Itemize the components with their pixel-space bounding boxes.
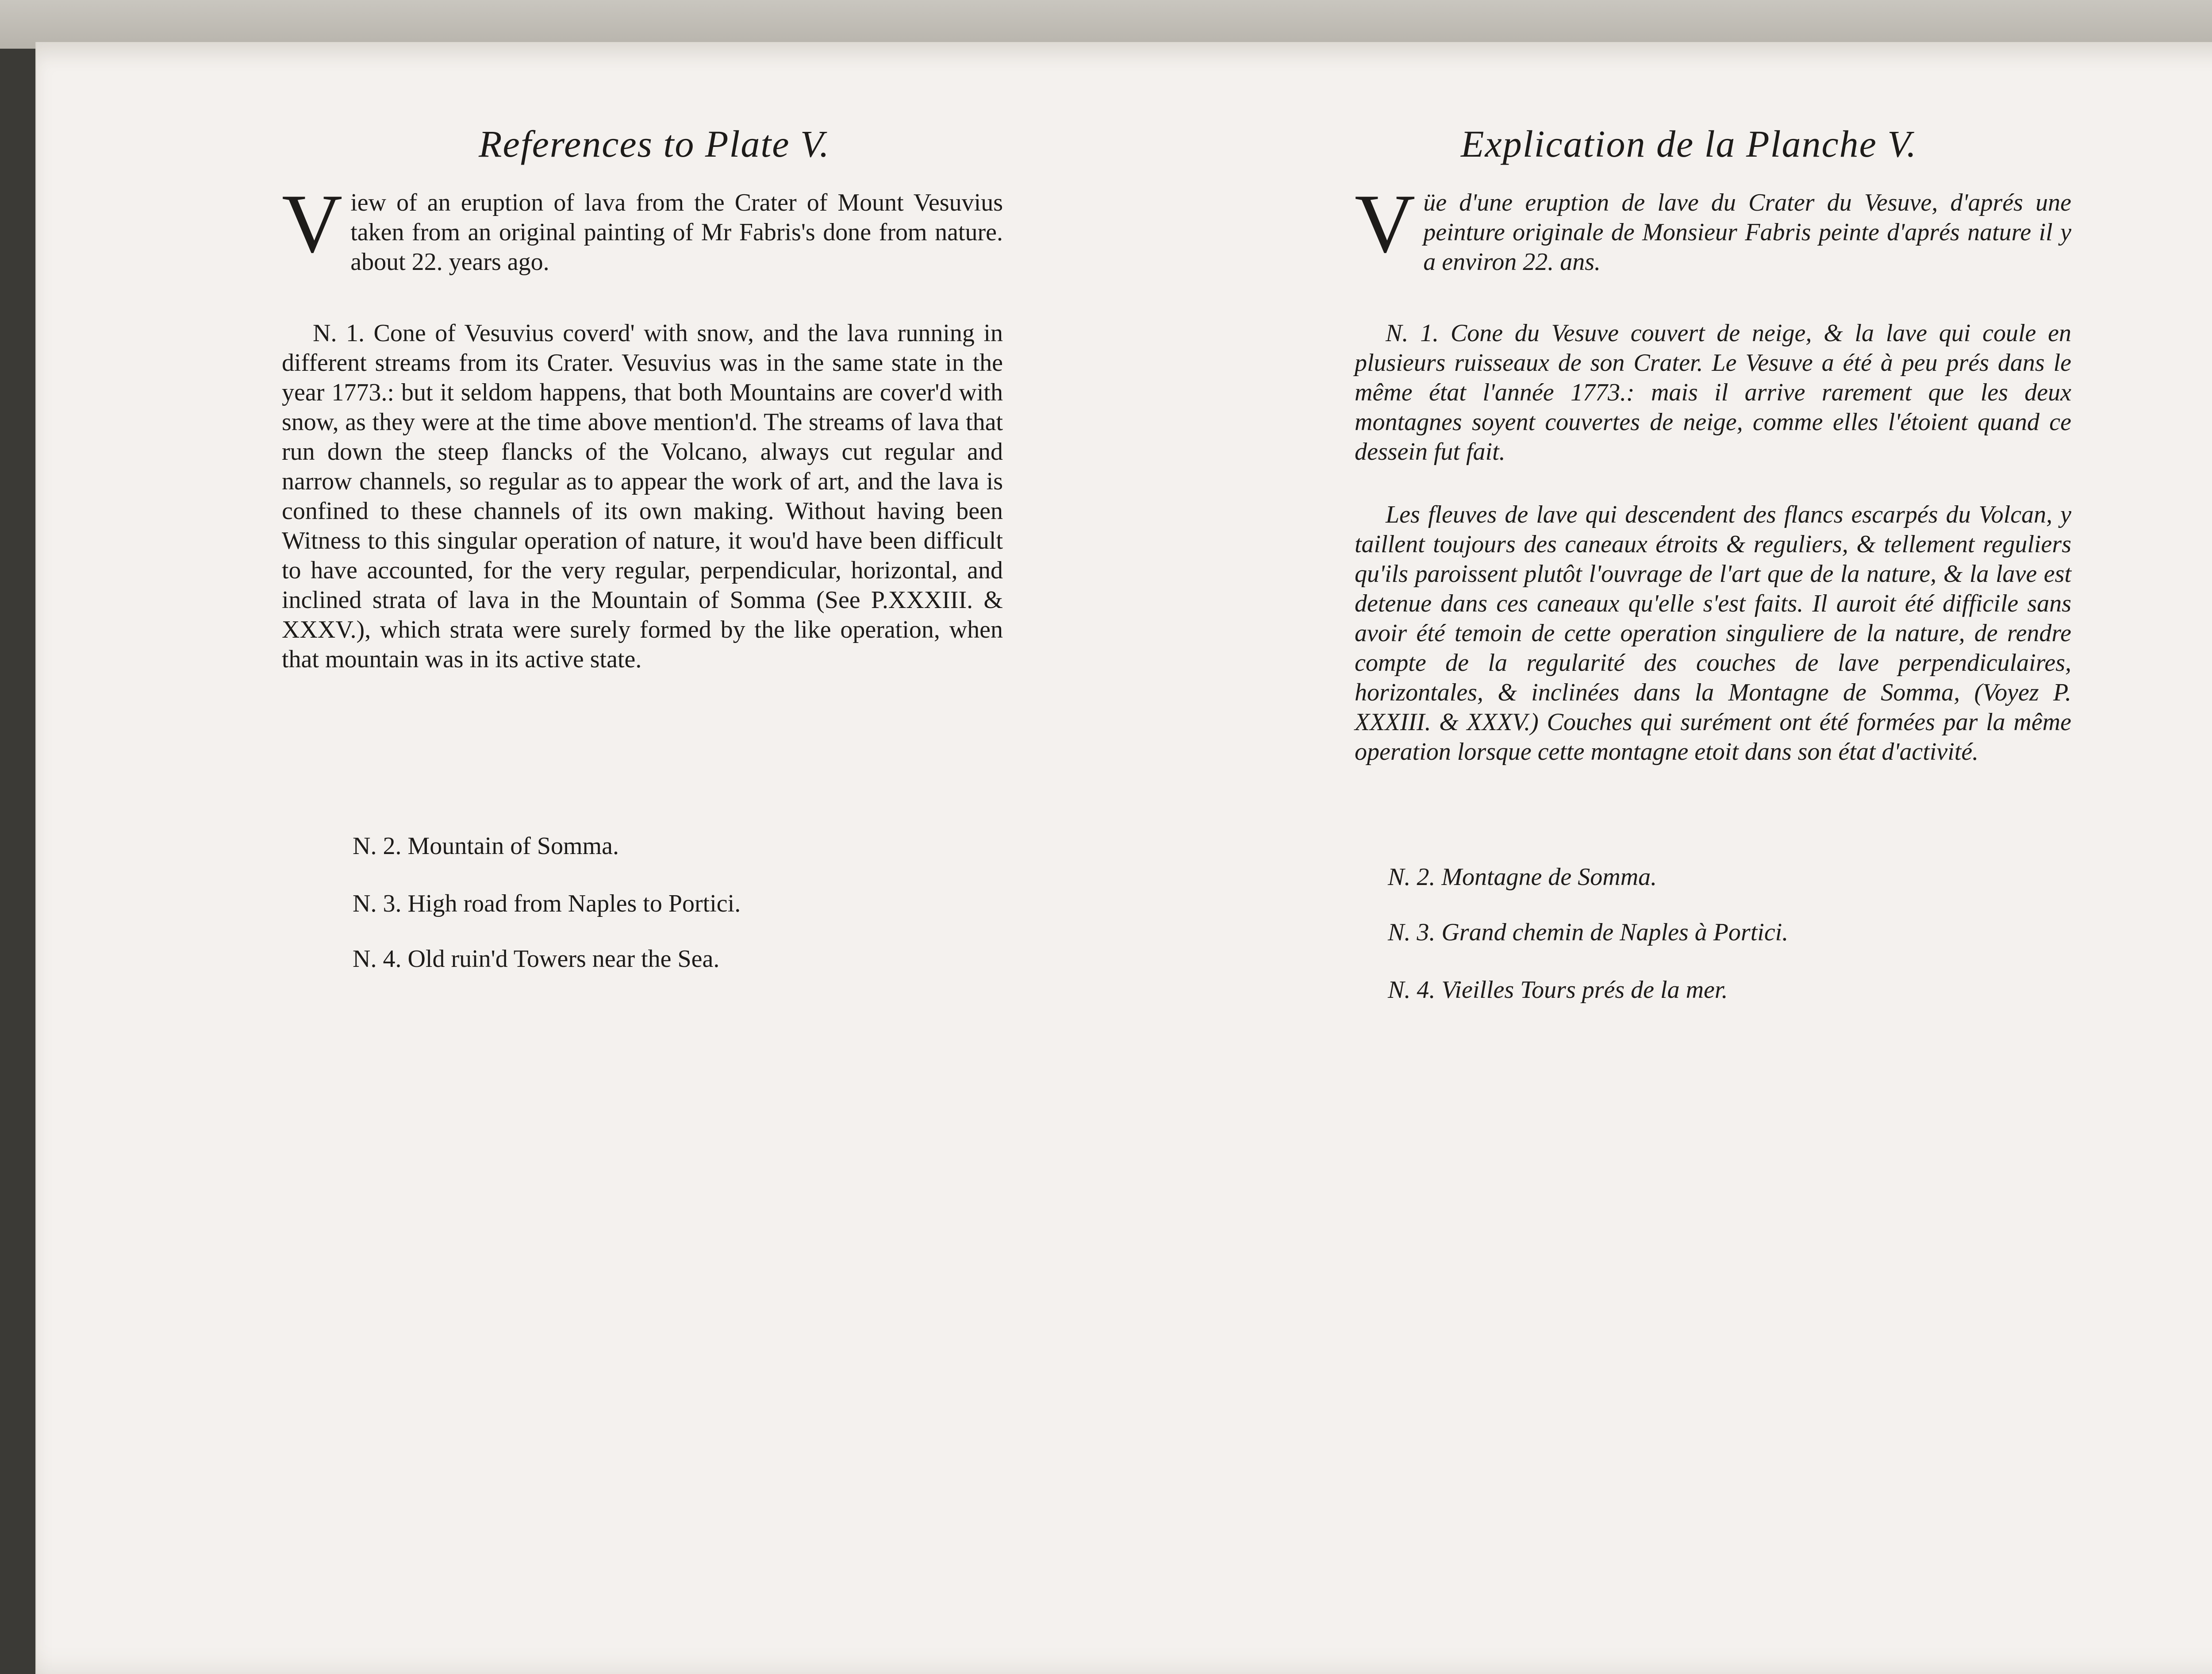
- english-item-3: N. 3. High road from Naples to Portici.: [353, 890, 741, 917]
- english-paragraph-1: N. 1. Cone of Vesuvius coverd' with snow, and the lava running in different streams from its Crater. Vesuvius was in the same state in the year 1773.: but it seldom happens, that both Mountains are cover'd with snow, as they were at the time above mention'd. The streams of lava that run down the steep flancks of the Volcano, always cut regular and narrow channels, so regular as to appear the work of art, and the lava is confined to these channels of its own making. Without having been Witness to this singular operation of nature, it wou'd have been difficult to have accounted, for the very regular, perpendicular, horizontal, and inclined strata of lava in the Mountain of Somma (See P.XXXIII. & XXXV.), which strata were surely formed by the like operation, when that mountain was in its active state.: [282, 319, 1003, 673]
- french-paragraph-2: Les fleuves de lave qui descendent des flancs escarpés du Volcan, y taillent toujours des caneaux étroits & reguliers, & tellement reguliers qu'ils paroissent plutôt l'ouvrage de l'art que de la nature, & la lave est detenue dans ces caneaux qu'elle s'est faits. Il auroit été difficile sans avoir été temoin de cette operation singuliere de la nature, de rendre compte de la regularité des couches de lave perpendiculaires, horizontales, & inclinées dans la Montagne de Somma, (Voyez P. XXXIII. & XXXV.) Couches qui surément ont été formées par la même operation lorsque cette montagne etoit dans son état d'activité.: [1355, 501, 2071, 766]
- french-item-4: N. 4. Vieilles Tours prés de la mer.: [1388, 976, 1728, 1004]
- english-intro: [282, 177, 1003, 277]
- french-intro-text: üe d'une eruption de lave du Crater du Vesuve, d'aprés une peinture originale de Monsieur Fabris peinte d'aprés nature il y a environ 22. ans.: [1423, 189, 2071, 276]
- french-item-3: N. 3. Grand chemin de Naples à Portici.: [1388, 919, 1789, 946]
- french-dropcap: V: [1355, 177, 1416, 270]
- english-item-4: N. 4. Old ruin'd Towers near the Sea.: [353, 945, 720, 973]
- english-intro-text: iew of an eruption of lava from the Crater of Mount Vesuvius taken from an original painting of Mr Fabris's done from nature. about 22. years ago.: [350, 189, 1003, 276]
- english-item-2: N. 2. Mountain of Somma.: [353, 832, 619, 860]
- french-paragraph-1: N. 1. Cone du Vesuve couvert de neige, & la lave qui coule en plusieurs ruisseaux de son Crater. Le Vesuve a été à peu prés dans le même état l'année 1773.: mais il arrive rarement que les deux montagnes soyent couvertes de neige, comme elles l'étoient quand ce dessein fut fait.: [1355, 319, 2071, 466]
- english-title: References to Plate V.: [479, 123, 830, 165]
- background-strip: [0, 0, 2212, 49]
- french-intro: [1355, 177, 2071, 277]
- english-dropcap: V: [282, 177, 343, 270]
- french-item-2: N. 2. Montagne de Somma.: [1388, 863, 1657, 891]
- french-title: Explication de la Planche V.: [1461, 123, 1917, 165]
- book-page: [35, 42, 2212, 1674]
